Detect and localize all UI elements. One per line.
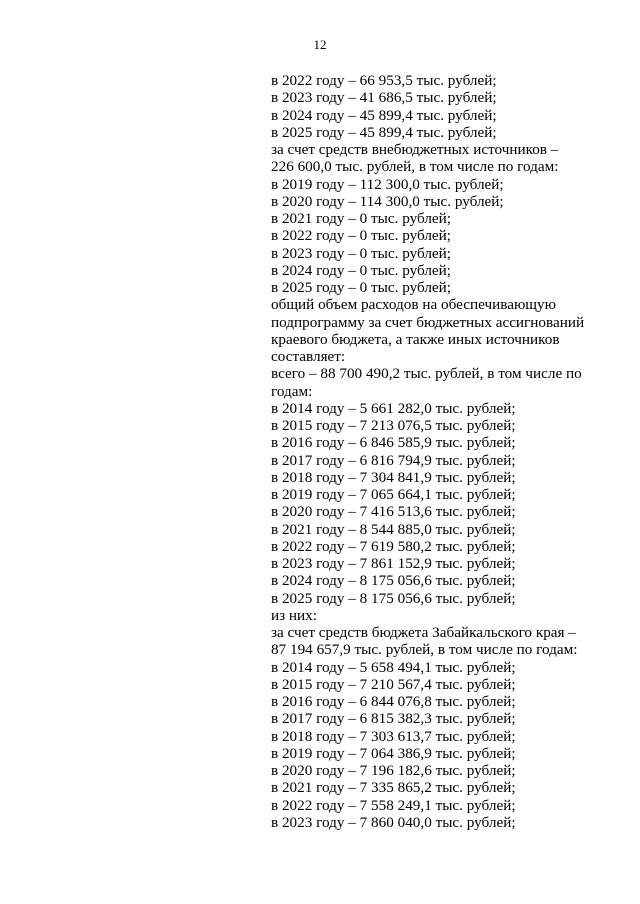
text-line: в 2017 году – 6 816 794,9 тыс. рублей; xyxy=(271,451,516,469)
text-line: в 2021 году – 7 335 865,2 тыс. рублей; xyxy=(271,779,516,797)
text-line: в 2019 году – 7 064 386,9 тыс. рублей; xyxy=(271,744,516,762)
text-line: в 2020 году – 114 300,0 тыс. рублей; xyxy=(271,192,504,210)
text-line: в 2020 году – 7 416 513,6 тыс. рублей; xyxy=(271,503,516,521)
text-line: в 2014 году – 5 661 282,0 тыс. рублей; xyxy=(271,399,516,417)
text-line: в 2016 году – 6 844 076,8 тыс. рублей; xyxy=(271,693,516,710)
text-line: в 2015 году – 7 213 076,5 тыс. рублей; xyxy=(271,417,516,434)
text-line: в 2022 году – 7 558 249,1 тыс. рублей; xyxy=(271,796,516,814)
text-line: в 2021 году – 8 544 885,0 тыс. рублей; xyxy=(271,520,516,538)
text-line: в 2023 году – 7 860 040,0 тыс. рублей; xyxy=(271,813,516,831)
text-line: в 2014 году – 5 658 494,1 тыс. рублей; xyxy=(271,658,516,676)
text-line: в 2022 году – 66 953,5 тыс. рублей; xyxy=(271,72,497,89)
text-line: в 2024 году – 0 тыс. рублей; xyxy=(271,261,452,279)
text-line: в 2025 году – 0 тыс. рублей; xyxy=(271,279,452,296)
text-line: в 2015 году – 7 210 567,4 тыс. рублей; xyxy=(271,675,516,693)
text-line: подпрограмму за счет бюджетных ассигнований xyxy=(271,313,585,331)
text-line: за счет средств внебюджетных источников – xyxy=(271,141,559,158)
text-line: краевого бюджета, а также иных источников xyxy=(271,330,560,348)
text-line: годам: xyxy=(271,382,313,400)
text-line: в 2024 году – 45 899,4 тыс. рублей; xyxy=(271,106,497,124)
text-line: за счет средств бюджета Забайкальского края – xyxy=(271,624,576,641)
text-line: в 2022 году – 0 тыс. рублей; xyxy=(271,227,452,245)
text-line: в 2023 году – 7 861 152,9 тыс. рублей; xyxy=(271,555,516,572)
text-line: в 2018 году – 7 303 613,7 тыс. рублей; xyxy=(271,727,516,745)
page-number: 12 xyxy=(313,37,327,52)
text-line: всего – 88 700 490,2 тыс. рублей, в том числе по xyxy=(271,365,582,383)
text-line: в 2018 году – 7 304 841,9 тыс. рублей; xyxy=(271,468,516,486)
text-line: из них: xyxy=(271,606,317,624)
document-text xyxy=(271,72,591,831)
text-line: в 2019 году – 112 300,0 тыс. рублей; xyxy=(271,175,504,193)
text-line: в 2016 году – 6 846 585,9 тыс. рублей; xyxy=(271,434,516,452)
text-line: в 2019 году – 7 065 664,1 тыс. рублей; xyxy=(271,486,516,503)
text-line: в 2022 году – 7 619 580,2 тыс. рублей; xyxy=(271,537,516,555)
text-line: составляет: xyxy=(271,348,346,365)
text-line: в 2023 году – 41 686,5 тыс. рублей; xyxy=(271,89,497,107)
text-line: в 2024 году – 8 175 056,6 тыс. рублей; xyxy=(271,572,516,590)
text-line: 226 600,0 тыс. рублей, в том числе по годам: xyxy=(271,158,559,176)
text-line: в 2023 году – 0 тыс. рублей; xyxy=(271,244,452,262)
text-line: в 2025 году – 45 899,4 тыс. рублей; xyxy=(271,123,497,141)
text-line: в 2025 году – 8 175 056,6 тыс. рублей; xyxy=(271,589,516,607)
text-line: в 2021 году – 0 тыс. рублей; xyxy=(271,210,452,227)
text-line: в 2017 году – 6 815 382,3 тыс. рублей; xyxy=(271,710,516,728)
text-line: общий объем расходов на обеспечивающую xyxy=(271,296,556,314)
text-line: 87 194 657,9 тыс. рублей, в том числе по годам: xyxy=(271,641,578,659)
text-line: в 2020 году – 7 196 182,6 тыс. рублей; xyxy=(271,762,516,779)
